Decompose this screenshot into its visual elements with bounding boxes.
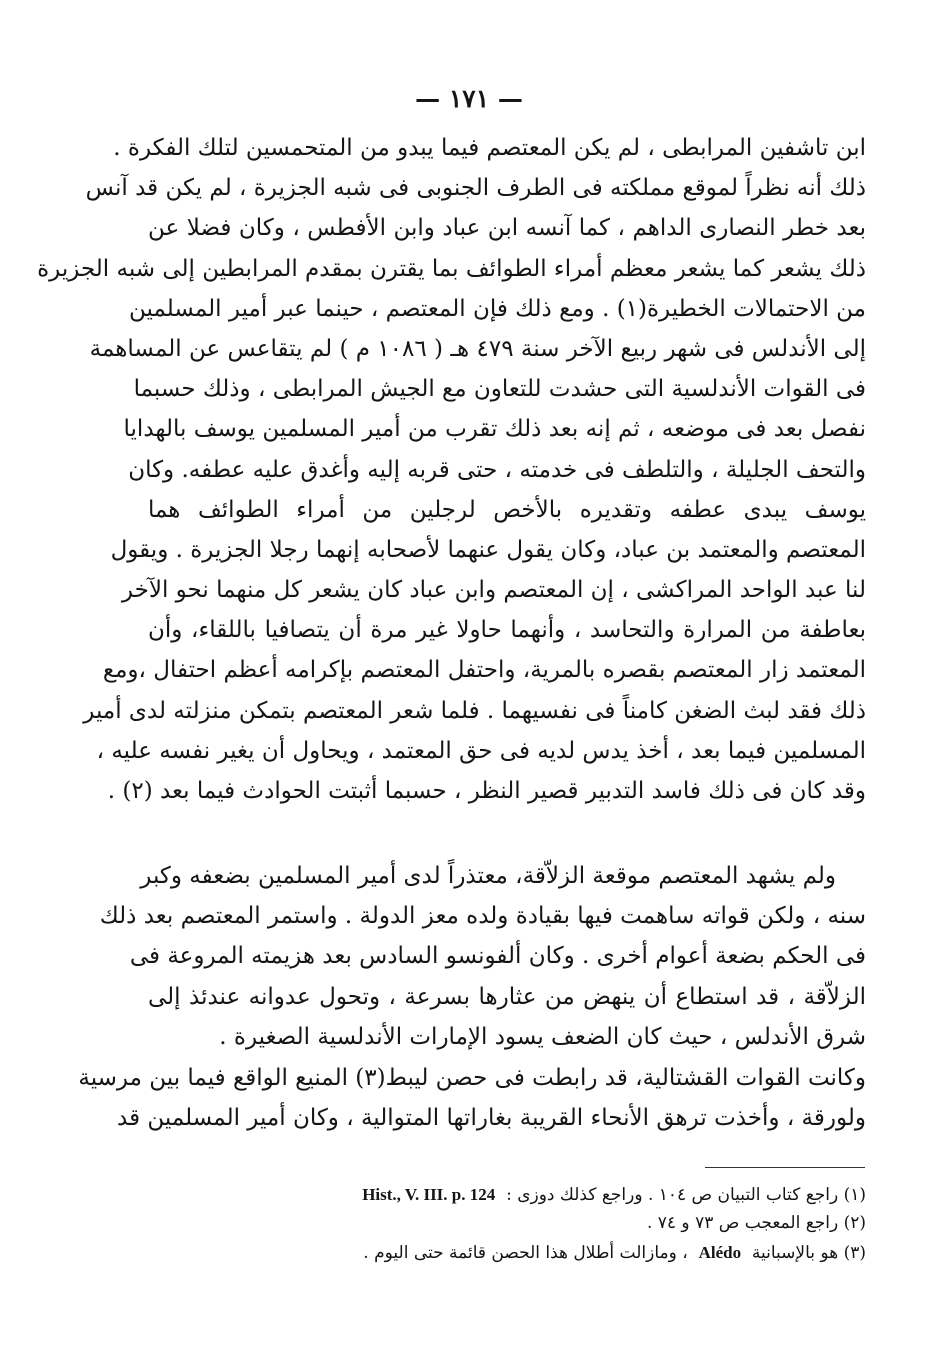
paragraph-2 xyxy=(99,856,866,1057)
text-line: ذلك أنه نظراً لموقع مملكته فى الطرف الجنوبى فى شبه الجزيرة ، لم يكن قد آنس xyxy=(85,175,866,202)
text-line: ذلك فقد لبث الضغن كامناً فى نفسيهما . فلما شعر المعتصم بتمكن منزلته لدى أمير xyxy=(83,697,866,724)
text-line: ولورقة ، وأخذت ترهق الأنحاء القريبة بغاراتها المتوالية ، وكان أمير المسلمين قد xyxy=(117,1105,866,1132)
page-number: — ١٧١ — xyxy=(415,84,523,113)
text-line: فى القوات الأندلسية التى حشدت للتعاون مع الجيش المرابطى ، وذلك حسبما xyxy=(133,376,866,403)
text-line: ولم يشهد المعتصم موقعة الزلاّقة، معتذراً لدى أمير المسلمين بضعفه وكبر xyxy=(140,863,836,889)
text-line: والتحف الجليلة ، والتلطف فى خدمته ، حتى قربه إليه وأغدق عليه عطفه. وكان xyxy=(128,456,866,483)
footnote-text: (٣) هو بالإسبانية xyxy=(751,1243,866,1263)
paragraph-3 xyxy=(78,1058,866,1138)
text-line: بعد خطر النصارى الداهم ، كما آنسه ابن عباد وابن الأفطس ، وكان فضلا عن xyxy=(148,215,866,242)
text-line: نفصل بعد فى موضعه ، ثم إنه بعد ذلك تقرب من أمير المسلمين يوسف بالهدايا xyxy=(123,416,866,443)
text-line: يوسف يبدى عطفه وتقديره بالأخص لرجلين من أمراء الطوائف هما xyxy=(148,496,866,523)
text-line: ذلك يشعر كما يشعر معظم أمراء الطوائف بما يقترن بمقدم المرابطين إلى شبه الجزيرة xyxy=(37,255,866,282)
footnote-latin-term: Alédo xyxy=(698,1243,742,1262)
footnote-text: ، ومازالت أطلال هذا الحصن قائمة حتى اليوم . xyxy=(363,1243,688,1263)
text-line: إلى الأندلس فى شهر ربيع الآخر سنة ٤٧٩ هـ ( ١٠٨٦ م ) لم يتقاعس عن المساهمة xyxy=(89,335,866,362)
footnotes xyxy=(148,1180,866,1267)
footnote-3 xyxy=(148,1238,866,1267)
footnote-separator xyxy=(705,1167,865,1168)
footnote-2 xyxy=(148,1209,866,1238)
text-line: المعتصم والمعتمد بن عباد، وكان يقول عنهما لأصحابه إنهما رجلا الجزيرة . ويقول xyxy=(110,536,866,563)
text-line: ابن تاشفين المرابطى ، لم يكن المعتصم فيما يبدو من المتحمسين لتلك الفكرة . xyxy=(113,135,866,161)
text-line: فى الحكم بضعة أعوام أخرى . وكان ألفونسو السادس بعد هزيمته المروعة فى xyxy=(129,943,866,970)
text-line: وقد كان فى ذلك فاسد التدبير قصير النظر ، حسبما أثبتت الحوادث فيما بعد (٢) . xyxy=(107,778,866,804)
paragraph-1 xyxy=(37,128,866,811)
text-line: سنه ، ولكن قواته ساهمت فيها بقيادة ولده معز الدولة . واستمر المعتصم بعد ذلك xyxy=(99,903,866,930)
text-line: وكانت القوات القشتالية، قد رابطت فى حصن ليبط(٣) المنيع الواقع فيما بين مرسية xyxy=(78,1065,866,1091)
text-line: المسلمين فيما بعد ، أخذ يدس لديه فى حق المعتمد ، ويحاول أن يغير نفسه عليه ، xyxy=(96,737,866,764)
footnote-latin-citation: Hist., V. III. p. 124 xyxy=(362,1185,496,1204)
text-line: شرق الأندلس ، حيث كان الضعف يسود الإمارات الأندلسية الصغيرة . xyxy=(219,1023,866,1050)
text-line: لنا عبد الواحد المراكشى ، إن المعتصم وابن عباد كان يشعر كل منهما نحو الآخر xyxy=(121,577,866,604)
text-line: بعاطفة من المرارة والتحاسد ، وأنهما حاولا غير مرة أن يتصافيا باللقاء، وأن xyxy=(148,617,866,644)
text-line: المعتمد زار المعتصم بقصره بالمرية، واحتفل المعتصم بإكرامه أعظم احتفال ،ومع xyxy=(102,657,866,684)
footnote-text: (٢) راجع المعجب ص ٧٣ و ٧٤ . xyxy=(646,1213,866,1233)
footnote-text: (١) راجع كتاب التبيان ص ١٠٤ . وراجع كذلك دوزى : xyxy=(506,1185,866,1205)
text-line: من الاحتمالات الخطيرة(١) . ومع ذلك فإن المعتصم ، حينما عبر أمير المسلمين xyxy=(129,295,866,322)
footnote-1 xyxy=(148,1180,866,1209)
text-line: الزلاّقة ، قد استطاع أن ينهض من عثارها بسرعة ، وتحول عدوانه عندئذ إلى xyxy=(148,983,866,1010)
